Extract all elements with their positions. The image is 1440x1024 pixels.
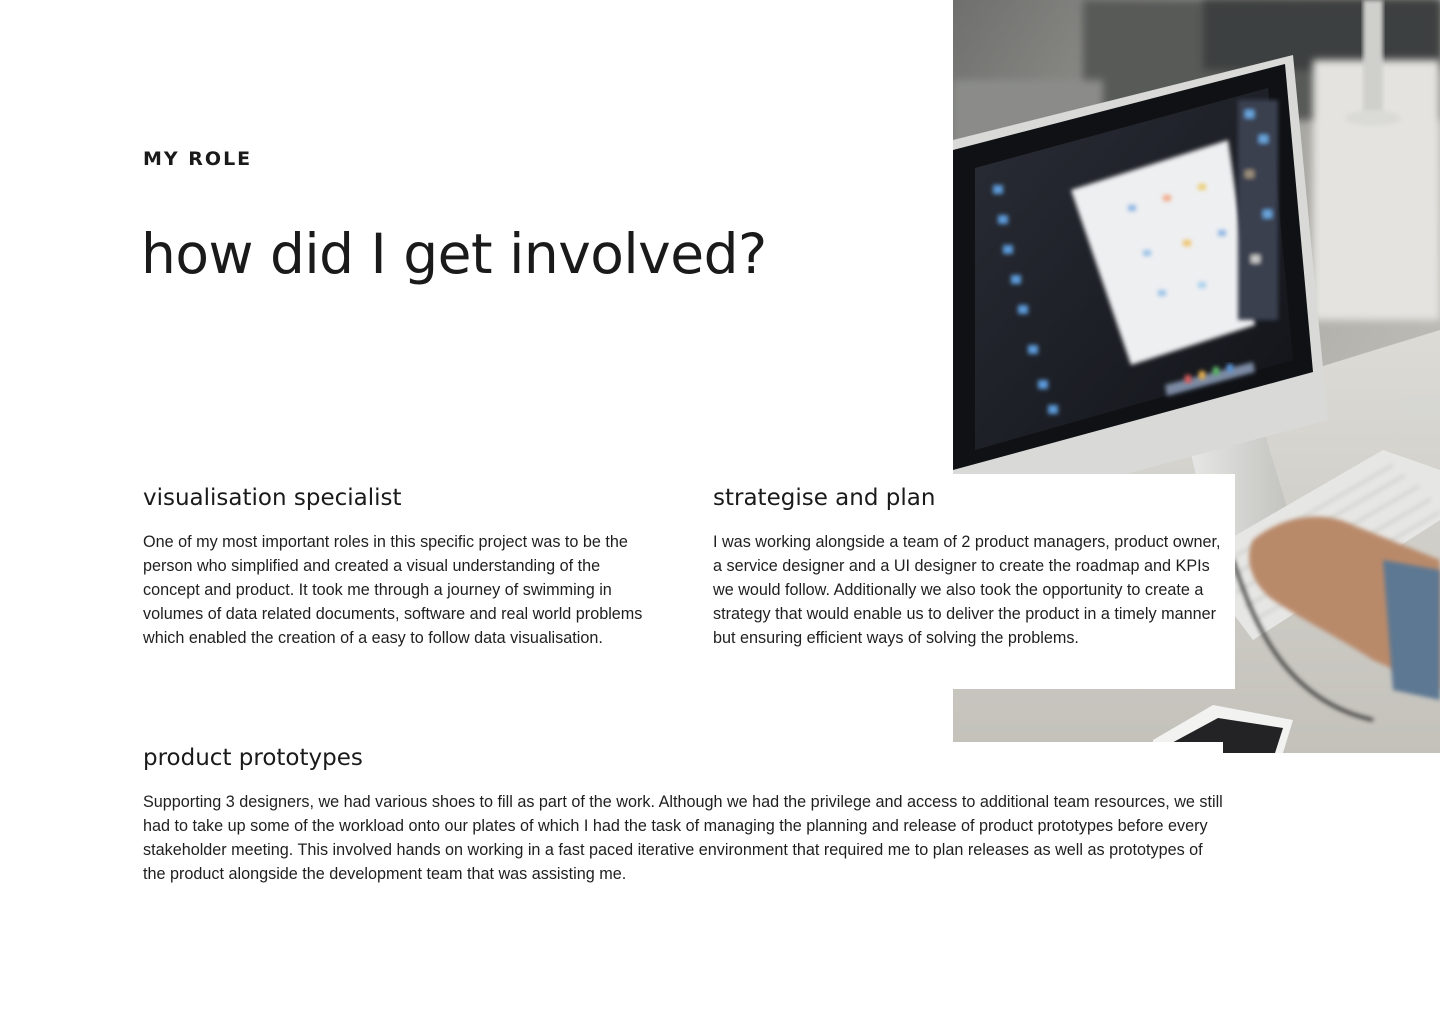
- role-card-body: One of my most important roles in this specific project was to be the person who simplified and created a visual understanding of the concept and product. It took me through a journey of swimming in volumes of data related documents, software and real world problems which enabled the creation of a easy to follow data visualisation.: [143, 533, 643, 647]
- role-card-strategy: [697, 474, 1235, 689]
- role-card-heading: visualisation specialist: [143, 485, 402, 511]
- role-card-body: I was working alongside a team of 2 product managers, product owner, a service designer and a UI designer to create the roadmap and KPIs we would follow. Additionally we also took the opportunity to create a strategy that would enable us to deliver the product in a timely manner but ensuring efficient ways of solving the problems.: [713, 533, 1221, 647]
- role-card-heading: product prototypes: [143, 745, 363, 771]
- role-card-heading: strategise and plan: [713, 485, 936, 511]
- section-eyebrow: MY ROLE: [143, 148, 253, 170]
- role-card-visualisation: [143, 482, 658, 650]
- role-card-body: Supporting 3 designers, we had various shoes to fill as part of the work. Although we had the privilege and access to additional team resources, we still had to take up some of the workload onto our plates of which I had the task of managing the planning and release of product prototypes before every stakeholder meeting. This involved hands on working in a fast paced iterative environment that required me to plan releases as well as prototypes of the product alongside the development team that was assisting me.: [143, 793, 1223, 883]
- role-card-prototypes: [143, 742, 1223, 886]
- page-title: how did I get involved?: [141, 222, 767, 286]
